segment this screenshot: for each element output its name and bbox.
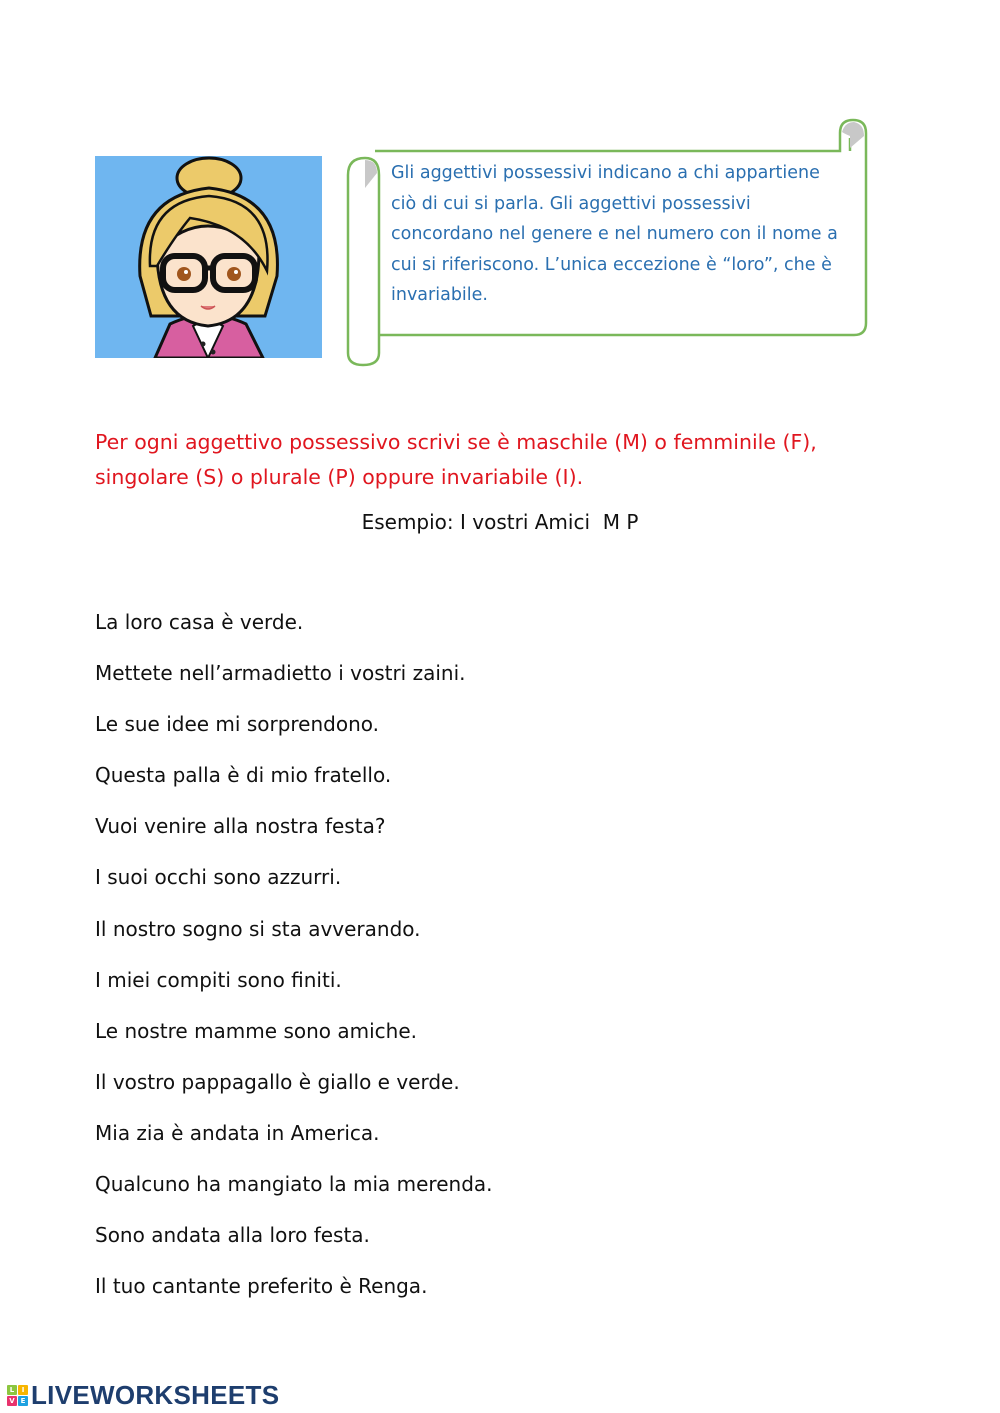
logo-block-e: E (18, 1396, 28, 1406)
sentence-item: Vuoi venire alla nostra festa? (95, 814, 386, 839)
sentence-item: I miei compiti sono finiti. (95, 967, 342, 992)
teacher-avatar-image (95, 156, 322, 358)
example-label: Esempio: I vostri Amici (361, 510, 591, 534)
logo-block-i: I (18, 1385, 28, 1395)
live-blocks-icon (7, 1385, 28, 1406)
logo-block-v: V (7, 1396, 17, 1406)
sentence-item: Mettete nell’armadietto i vostri zaini. (95, 661, 466, 686)
sentence-item: Il nostro sogno si sta avverando. (95, 916, 421, 941)
example-line (0, 510, 1000, 534)
sentence-item: I suoi occhi sono azzurri. (95, 865, 342, 890)
sentence-item: Questa palla è di mio fratello. (95, 763, 392, 788)
sentence-item: Qualcuno ha mangiato la mia merenda. (95, 1172, 493, 1197)
exercise-instructions: Per ogni aggettivo possessivo scrivi se è maschile (M) o femminile (F), singolare (S) o plurale (P) oppure invariabile (I). (95, 430, 817, 489)
logo-text: LIVEWORKSHEETS (31, 1379, 280, 1410)
sentence-item: Le sue idee mi sorprendono. (95, 712, 380, 737)
possessive-adjectives-explanation: Gli aggettivi possessivi indicano a chi appartiene ciò di cui si parla. Gli aggettivi possessivi concordano nel genere e nel numero con il nome a cui si riferiscono. L’unica eccezione è “loro”, che è invariabile. (391, 163, 838, 305)
liveworksheets-logo (7, 1381, 279, 1409)
sentence-item: Mia zia è andata in America. (95, 1120, 380, 1145)
info-scroll-box (345, 118, 873, 368)
sentence-item: Il tuo cantante preferito è Renga. (95, 1274, 428, 1299)
sentence-item: La loro casa è verde. (95, 610, 304, 634)
example-answer: M P (602, 510, 639, 534)
sentence-item: Le nostre mamme sono amiche. (95, 1018, 417, 1043)
sentence-item: Sono andata alla loro festa. (95, 1223, 370, 1248)
sentence-item: Il vostro pappagallo è giallo e verde. (95, 1069, 460, 1094)
sentence-list (95, 606, 493, 1321)
logo-block-l: L (7, 1385, 17, 1395)
